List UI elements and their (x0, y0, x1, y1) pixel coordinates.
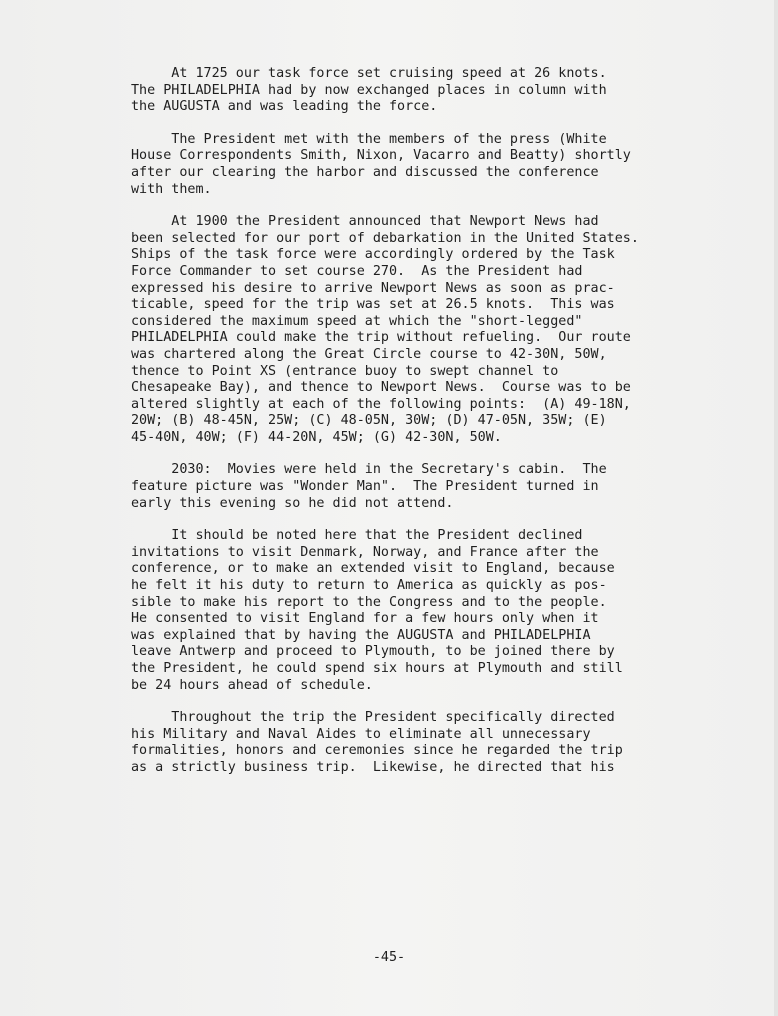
paragraph-cruising-speed (131, 66, 651, 116)
text-line: Force Commander to set course 270. As the President had (131, 263, 583, 279)
text-line: he felt it his duty to return to America as quickly as pos- (131, 578, 607, 594)
paragraph-declined-invitations (131, 528, 651, 694)
text-line: Throughout the trip the President specifically directed (131, 710, 615, 726)
paragraph-press-meeting (131, 132, 651, 198)
page-number: -45- (372, 950, 406, 965)
text-line: Ships of the task force were accordingly ordered by the Task (131, 247, 615, 263)
text-line: At 1900 the President announced that Newport News had (131, 214, 599, 230)
paragraph-business-trip (131, 710, 651, 776)
text-line: feature picture was "Wonder Man". The President turned in (131, 479, 599, 495)
text-line: be 24 hours ahead of schedule. (131, 677, 373, 693)
document-body (131, 66, 651, 793)
text-line: The PHILADELPHIA had by now exchanged places in column with (131, 82, 607, 98)
text-line: considered the maximum speed at which the "short-legged" (131, 313, 583, 329)
text-line: early this evening so he did not attend. (131, 495, 454, 511)
text-line: expressed his desire to arrive Newport News as soon as prac- (131, 280, 615, 296)
text-line: 45-40N, 40W; (F) 44-20N, 45W; (G) 42-30N, 50W. (131, 429, 502, 445)
text-line: He consented to visit England for a few hours only when it (131, 611, 599, 627)
paragraph-movies (131, 462, 651, 512)
text-line: after our clearing the harbor and discussed the conference (131, 164, 599, 180)
text-line: altered slightly at each of the following points: (A) 49-18N, (131, 396, 631, 412)
text-line: At 1725 our task force set cruising speed at 26 knots. (131, 66, 607, 81)
text-line: the President, he could spend six hours at Plymouth and still (131, 661, 623, 676)
text-line: the AUGUSTA and was leading the force. (131, 99, 438, 115)
text-line: PHILADELPHIA could make the trip without refueling. Our route (131, 330, 631, 346)
text-line: as a strictly business trip. Likewise, he directed that his (131, 759, 615, 775)
text-line: It should be noted here that the President declined (131, 528, 583, 544)
text-line: 20W; (B) 48-45N, 25W; (C) 48-05N, 30W; (D) 47-05N, 35W; (E) (131, 413, 607, 429)
page-edge-shadow (774, 0, 778, 1016)
text-line: invitations to visit Denmark, Norway, and France after the (131, 544, 599, 560)
text-line: was chartered along the Great Circle course to 42-30N, 50W, (131, 346, 607, 362)
text-line: formalities, honors and ceremonies since he regarded the trip (131, 743, 623, 759)
text-line: conference, or to make an extended visit to England, because (131, 561, 615, 577)
text-line: 2030: Movies were held in the Secretary's cabin. The (131, 462, 607, 478)
text-line: House Correspondents Smith, Nixon, Vacarro and Beatty) shortly (131, 148, 631, 164)
paragraph-port-of-debarkation (131, 214, 651, 446)
text-line: leave Antwerp and proceed to Plymouth, to be joined there by (131, 644, 615, 660)
text-line: sible to make his report to the Congress and to the people. (131, 594, 607, 610)
text-line: with them. (131, 181, 212, 197)
text-line: ticable, speed for the trip was set at 26.5 knots. This was (131, 297, 615, 313)
text-line: was explained that by having the AUGUSTA and PHILADELPHIA (131, 627, 591, 643)
text-line: Chesapeake Bay), and thence to Newport News. Course was to be (131, 380, 631, 396)
text-line: been selected for our port of debarkation in the United States. (131, 230, 639, 246)
text-line: The President met with the members of the press (White (131, 131, 607, 147)
text-line: his Military and Naval Aides to eliminate all unnecessary (131, 726, 591, 742)
text-line: thence to Point XS (entrance buoy to swept channel to (131, 363, 559, 379)
